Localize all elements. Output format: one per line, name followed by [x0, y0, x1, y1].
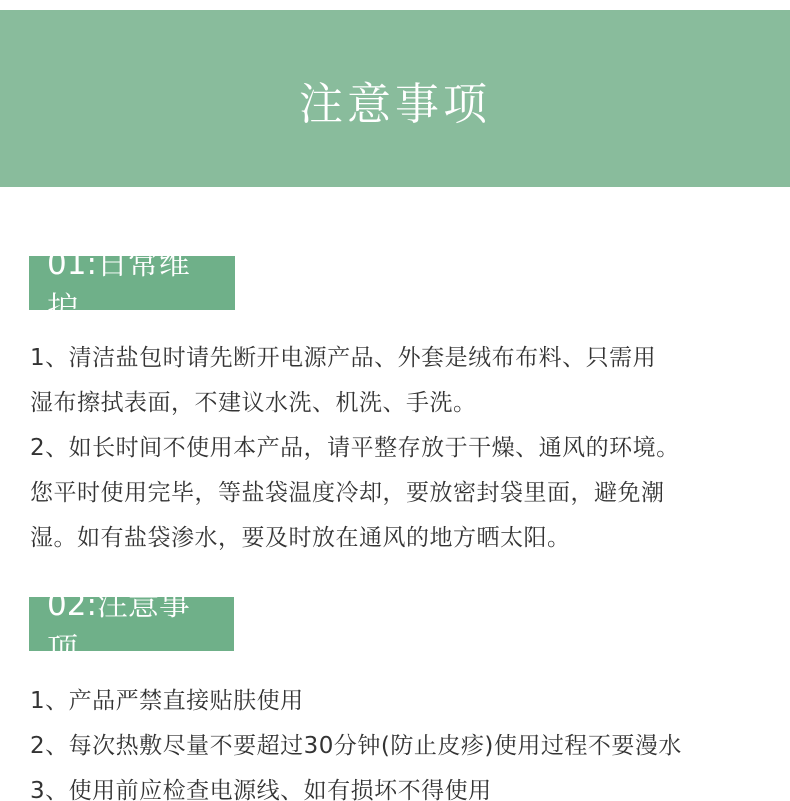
section-heading-precautions: 02:注意事项	[29, 597, 234, 651]
text-line: 2、如长时间不使用本产品，请平整存放于干燥、通风的环境。	[30, 435, 680, 461]
text-line: 2、每次热敷尽量不要超过30分钟(防止皮疹)使用过程不要漫水	[30, 733, 682, 759]
header-banner	[0, 10, 790, 187]
top-strip	[0, 0, 790, 10]
text-line: 1、产品严禁直接贴肤使用	[30, 688, 304, 714]
text-line: 1、清洁盐包时请先断开电源产品、外套是绒布布料、只需用	[30, 345, 657, 371]
text-line: 3、使用前应检查电源线、如有损坏不得使用	[30, 778, 492, 801]
precautions-text	[30, 679, 750, 801]
text-line: 湿布擦拭表面，不建议水洗、机洗、手洗。	[30, 390, 477, 416]
section-heading-daily-maintenance: 01:日常维护	[29, 256, 235, 310]
daily-maintenance-text	[30, 336, 750, 561]
text-line: 湿。如有盐袋渗水，要及时放在通风的地方晒太阳。	[30, 525, 571, 551]
text-line: 您平时使用完毕，等盐袋温度冷却，要放密封袋里面，避免潮	[30, 480, 665, 506]
page-title: 注意事项	[299, 78, 491, 130]
